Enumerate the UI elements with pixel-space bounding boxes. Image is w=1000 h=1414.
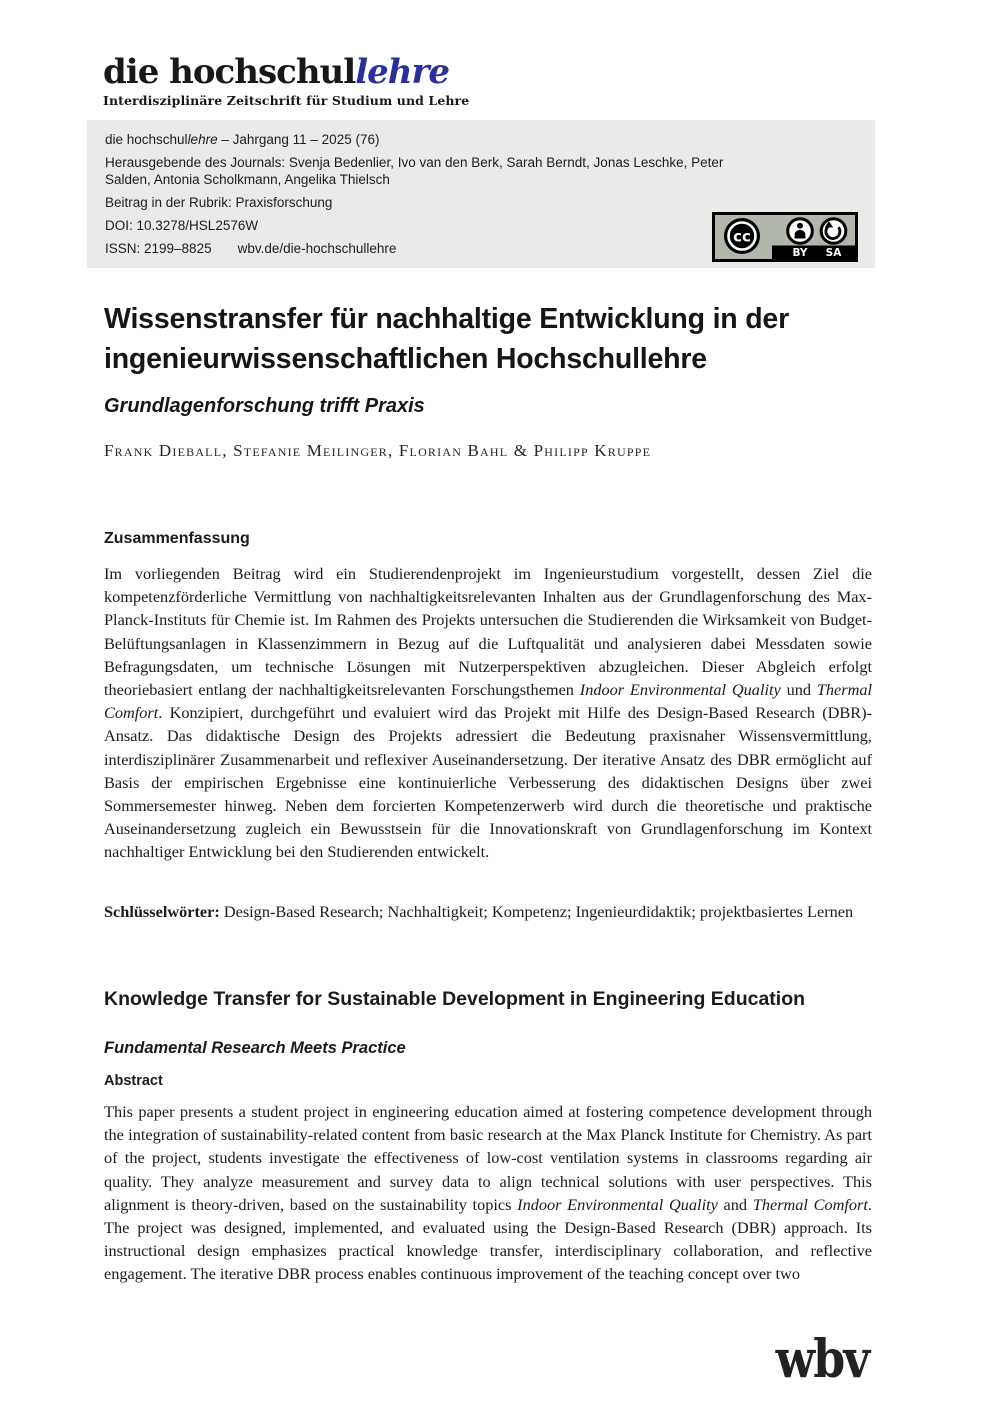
article-title (104, 299, 904, 379)
section-heading-abstract: Abstract (104, 1073, 163, 1089)
journal-logo (103, 52, 469, 92)
issn-number: ISSN: 2199–8825 (105, 241, 212, 256)
masthead (103, 52, 470, 108)
article-title-line2: ingenieurwissenschaftlichen Hochschullehre (104, 343, 707, 375)
keywords-line: Schlüsselwörter: Design-Based Research; Nachhaltigkeit; Kompetenz; Ingenieurdidaktik; projektbasiertes Lernen (104, 902, 854, 921)
rubric-line: Beitrag in der Rubrik: Praxisforschung (105, 195, 333, 210)
article-subtitle: Grundlagenforschung trifft Praxis (104, 395, 425, 417)
publisher-logo-wbv: wbv (775, 1329, 868, 1390)
cc-by-sa-license-badge[interactable] (712, 212, 858, 262)
section-heading-zusammenfassung: Zusammenfassung (104, 530, 250, 547)
cc-by-sa-badge-graphic (712, 212, 858, 262)
journal-logo-main: die hochschul (103, 52, 356, 92)
english-subtitle: Fundamental Research Meets Practice (104, 1039, 406, 1057)
journal-logo-accent: lehre (355, 52, 449, 92)
sa-label: SA (825, 247, 842, 259)
journal-issue-line: die hochschullehre – Jahrgang 11 – 2025 (76) (105, 132, 380, 147)
journal-website-link[interactable]: wbv.de/die-hochschullehre (237, 241, 397, 256)
english-title: Knowledge Transfer for Sustainable Development in Engineering Education (104, 988, 806, 1010)
editors-line: Herausgebende des Journals: Svenja Bedenlier, Ivo van den Berk, Sarah Berndt, Jonas Leschke, Peter Salden, Antonia Scholkmann, Angelika Thielsch (105, 155, 724, 187)
issn-line (105, 240, 727, 257)
publication-info-box (87, 120, 875, 268)
authors-line: Frank Dieball, Stefanie Meilinger, Florian Bahl & Philipp Kruppe (104, 441, 652, 460)
svg-text:cc: cc (733, 227, 751, 246)
journal-tagline: Interdisziplinäre Zeitschrift für Studium und Lehre (103, 92, 470, 108)
badge-label-strip (772, 246, 856, 260)
doi-line: DOI: 10.3278/HSL2576W (105, 218, 259, 233)
sa-arrow-icon (821, 219, 846, 244)
by-label: BY (792, 247, 808, 259)
publication-info (105, 131, 727, 263)
article-title-line1: Wissenstransfer für nachhaltige Entwicklung in der (104, 303, 789, 335)
cc-icon (724, 218, 760, 254)
by-person-icon (788, 219, 813, 244)
german-abstract-paragraph: Im vorliegenden Beitrag wird ein Studierendenprojekt im Ingenieurstudium vorgestellt, dessen Ziel die kompetenzförderliche Vermittlung von nachhaltigkeitsrelevanten Inhalten aus der Grundlagenforschung des Max-Planck-Instituts für Chemie ist. Im Rahmen des Projekts untersuchen die Studierenden die Wirksamkeit von Budget-Belüftungsanlagen in Klassenzimmern in Bezug auf die Luftqualität und analysieren dabei Messdaten sowie Befragungsdaten, um technische Lösungen mit Nutzerperspektiven abzugleichen. Dieser Abgleich erfolgt theoriebasiert entlang der nachhaltigkeitsrelevanten Forschungsthemen Indoor Environmental Quality und Thermal Comfort. Konzipiert, durchgeführt und evaluiert wird das Projekt mit Hilfe des Design-Based Research (DBR)-Ansatz. Das didaktische Design des Projekts adressiert die Bedeutung praxisnaher Wissensvermittlung, interdisziplinärer Zusammenarbeit und reflexiver Auseinandersetzung. Der iterative Ansatz des DBR ermöglicht auf Basis der empirischen Ergebnisse eine kontinuierliche Verbesserung des didaktischen Designs über zwei Sommersemester hinweg. Neben dem forcierten Kompetenzerwerb wird durch die theoretische und praktische Auseinandersetzung zugleich ein Bewusstsein für die Innovationskraft von Grundlagenforschung im Kontext nachhaltiger Entwicklung bei den Studierenden entwickelt. (104, 564, 872, 862)
english-abstract-paragraph: This paper presents a student project in engineering education aimed at fostering competence development through the integration of sustainability-related content from basic research at the Max Planck Institute for Chemistry. As part of the project, students investigate the effectiveness of low-cost ventilation systems in classrooms regarding air quality. They analyze measurement and survey data to align technical solutions with user perspectives. This alignment is theory-driven, based on the sustainability topics Indoor Environmental Quality and Thermal Comfort. The project was designed, implemented, and evaluated using the Design-Based Research (DBR) approach. Its instructional design emphasizes practical knowledge transfer, interdisciplinary collaboration, and reflective engagement. The iterative DBR process enables continuous improvement of the teaching concept over two (104, 1102, 872, 1284)
